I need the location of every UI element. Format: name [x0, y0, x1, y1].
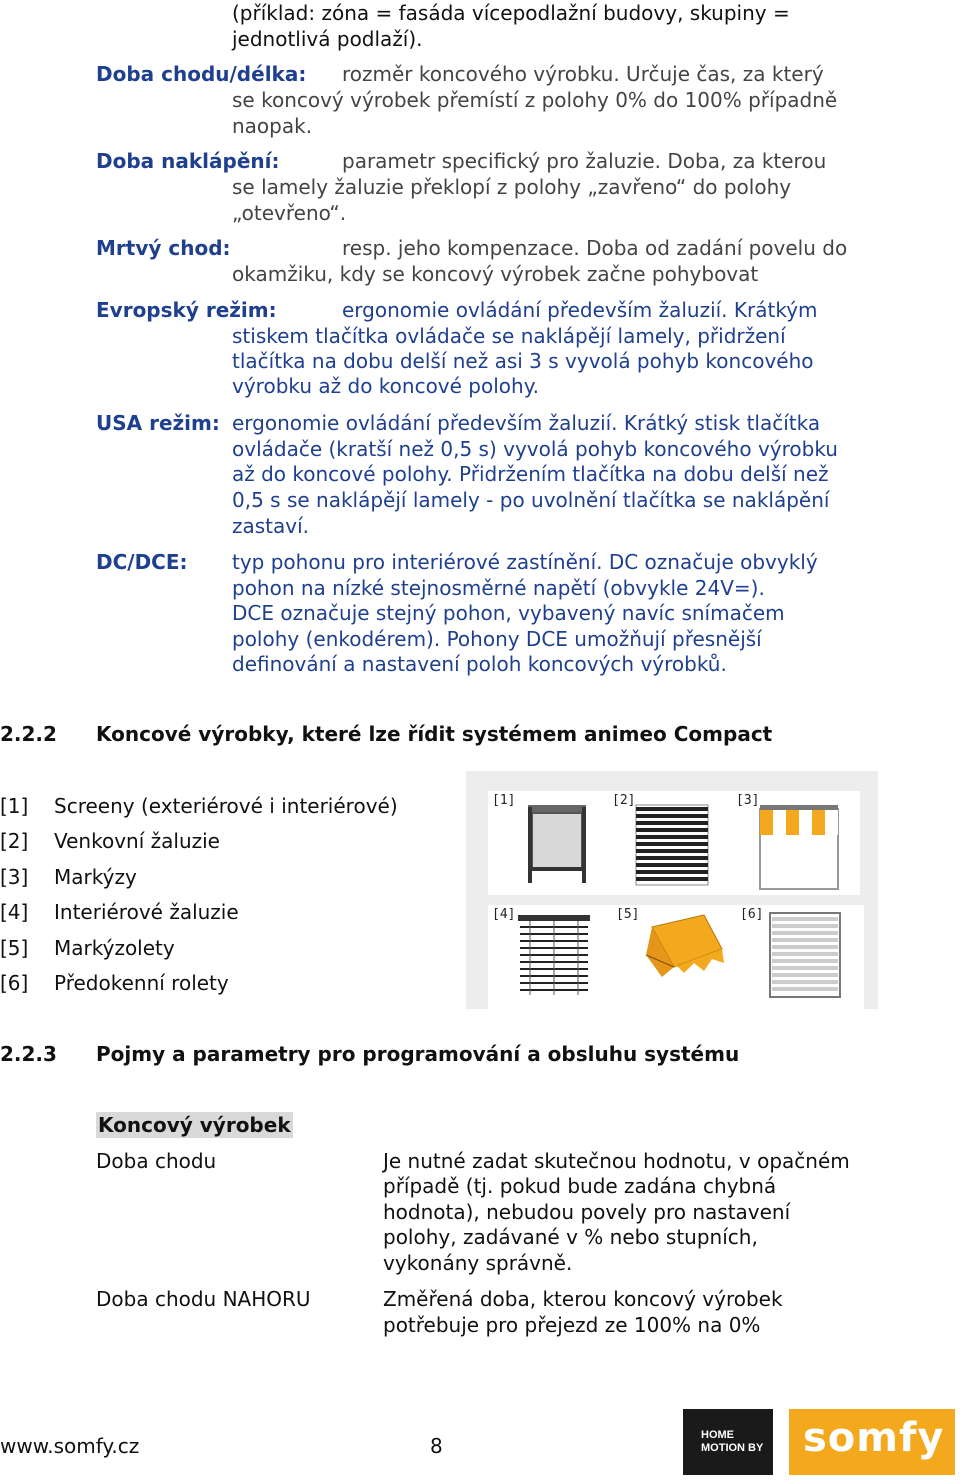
tile-number: [3]	[736, 793, 760, 808]
footer-url[interactable]: www.somfy.cz	[0, 1434, 140, 1458]
tile-number: [4]	[492, 907, 516, 922]
definition-text: se lamely žaluzie překlopí z polohy „zavřeno“ do polohy	[232, 175, 792, 199]
tile-number: [2]	[612, 793, 636, 808]
badge-line: HOME	[701, 1429, 734, 1441]
subheading-koncovy-vyrobek: Koncový výrobek	[98, 1113, 291, 1137]
section-number: 2.2.3	[0, 1042, 57, 1066]
definition-text: „otevřeno“.	[232, 201, 347, 225]
definition-text: zastaví.	[232, 514, 310, 538]
parameter-desc: potřebuje pro přejezd ze 100% na 0%	[383, 1313, 761, 1337]
legend-item: [4] Interiérové žaluzie	[0, 900, 239, 924]
product-image-exterior-venetian	[608, 791, 736, 895]
parameter-desc: vykonány správně.	[383, 1251, 573, 1275]
definition-text: se koncový výrobek přemístí z polohy 0% do 100% případně	[232, 88, 838, 112]
legend-item: [5] Markýzolety	[0, 936, 175, 960]
parameter-desc: hodnota), nebudou povely pro nastavení	[383, 1200, 791, 1224]
definition-text: rozměr koncového výrobku. Určuje čas, za který	[342, 62, 824, 86]
legend-item: [3] Markýzy	[0, 865, 137, 889]
term-doba-chodu: Doba chodu/délka:	[96, 62, 307, 86]
definition-text: typ pohonu pro interiérové zastínění. DC označuje obvyklý	[232, 550, 818, 574]
product-image-awning	[732, 791, 860, 895]
section-title: Pojmy a parametry pro programování a obsluhu systému	[96, 1042, 740, 1066]
definition-text: ergonomie ovládání především žaluzií. Krátký stisk tlačítka	[232, 411, 821, 435]
brand-wordmark: somfy	[803, 1415, 945, 1461]
product-images-panel	[466, 771, 878, 1009]
term-usa-rezim: USA režim:	[96, 411, 220, 435]
definition-text: definování a nastavení poloh koncových výrobků.	[232, 652, 727, 676]
home-motion-badge	[683, 1409, 773, 1475]
intro-line: jednotlivá podlaží).	[232, 27, 423, 51]
tile-number: [5]	[616, 907, 640, 922]
definition-text: až do koncové polohy. Přidržením tlačítka na dobu delší než	[232, 462, 829, 486]
tile-number: [1]	[492, 793, 516, 808]
term-mrtvy-chod: Mrtvý chod:	[96, 236, 231, 260]
definition-text: resp. jeho kompenzace. Doba od zadání povelu do	[342, 236, 848, 260]
definition-text: stiskem tlačítka ovládače se naklápějí lamely, přidržení	[232, 324, 786, 348]
definition-text: tlačítka na dobu delší než asi 3 s vyvolá pohyb koncového	[232, 349, 814, 373]
section-number: 2.2.2	[0, 722, 57, 746]
product-image-screen	[488, 791, 616, 895]
parameter-desc: Změřená doba, kterou koncový výrobek	[383, 1287, 783, 1311]
legend-item: [6] Předokenní rolety	[0, 971, 229, 995]
definition-text: naopak.	[232, 114, 313, 138]
product-image-roller-shutter	[736, 905, 864, 1009]
definition-text: 0,5 s se naklápějí lamely - po uvolnění tlačítka se naklápění	[232, 488, 830, 512]
parameter-term: Doba chodu	[96, 1149, 217, 1173]
page-number: 8	[430, 1434, 443, 1458]
parameter-desc: případě (tj. pokud bude zadána chybná	[383, 1174, 777, 1198]
definition-text: parametr specifický pro žaluzie. Doba, za kterou	[342, 149, 827, 173]
definition-text: okamžiku, kdy se koncový výrobek začne pohybovat	[232, 262, 759, 286]
tile-number: [6]	[740, 907, 764, 922]
definition-text: ergonomie ovládání především žaluzií. Krátkým	[342, 298, 818, 322]
parameter-desc: Je nutné zadat skutečnou hodnotu, v opačném	[383, 1149, 850, 1173]
term-dc-dce: DC/DCE:	[96, 550, 188, 574]
section-title: Koncové výrobky, které lze řídit systémem animeo Compact	[96, 722, 773, 746]
product-image-awning-window	[612, 905, 740, 1009]
definition-text: DCE označuje stejný pohon, vybavený navíc snímačem	[232, 601, 785, 625]
legend-item: [2] Venkovní žaluzie	[0, 829, 220, 853]
definition-text: polohy (enkodérem). Pohony DCE umožňují přesnější	[232, 627, 762, 651]
definition-text: pohon na nízké stejnosměrné napětí (obvykle 24V=).	[232, 576, 765, 600]
legend-item: [1] Screeny (exteriérové i interiérové)	[0, 794, 398, 818]
term-evropsky-rezim: Evropský režim:	[96, 298, 277, 322]
somfy-logo	[789, 1409, 955, 1475]
product-image-interior-venetian	[488, 905, 616, 1009]
intro-line: (příklad: zóna = fasáda vícepodlažní budovy, skupiny =	[232, 1, 790, 25]
badge-line: MOTION BY	[701, 1442, 764, 1454]
parameter-desc: polohy, zadávané v % nebo stupních,	[383, 1225, 758, 1249]
parameter-term: Doba chodu NAHORU	[96, 1287, 311, 1311]
definition-text: ovládače (kratší než 0,5 s) vyvolá pohyb koncového výrobku	[232, 437, 838, 461]
definition-text: výrobku až do koncové polohy.	[232, 374, 540, 398]
term-doba-naklapeni: Doba naklápění:	[96, 149, 280, 173]
